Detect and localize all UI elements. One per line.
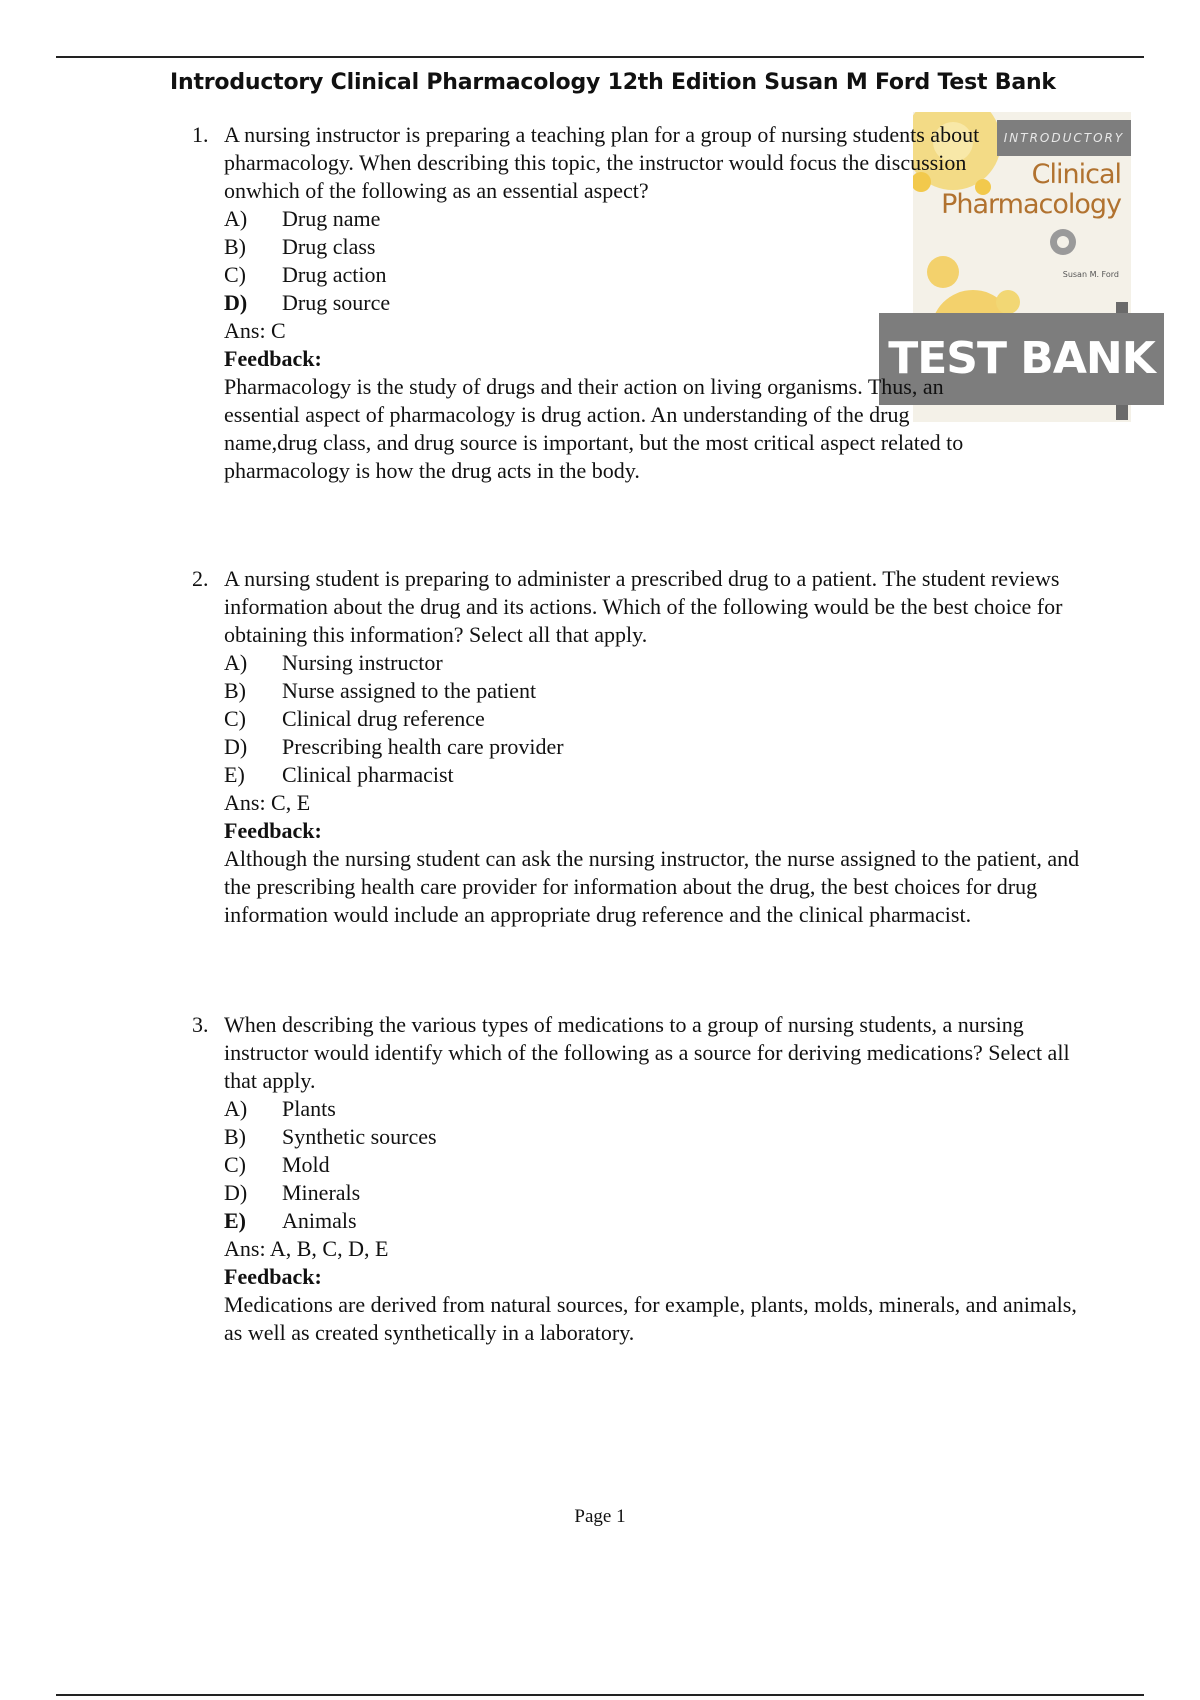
option-c <box>224 705 1092 733</box>
option-text: Prescribing health care provider <box>282 734 564 759</box>
question-number: 3. <box>192 1012 209 1037</box>
option-a <box>224 205 1004 233</box>
option-letter: B) <box>224 1124 246 1149</box>
question-stem: A nursing student is preparing to administer a prescribed drug to a patient. The student reviews information about the drug and its actions. Which of the following would be the best choice for obtaining this information? Select all that apply. <box>224 566 1063 647</box>
option-letter: A) <box>224 1096 248 1121</box>
question-stem: A nursing instructor is preparing a teaching plan for a group of nursing students about pharmacology. When describing this topic, the instructor would focus the discussion onwhich of the following as an essential aspect? <box>224 122 980 203</box>
option-letter: C) <box>224 262 246 287</box>
option-text: Drug action <box>282 262 387 287</box>
option-letter: A) <box>224 650 248 675</box>
feedback-label: Feedback: <box>224 1264 322 1289</box>
option-text: Nursing instructor <box>282 650 443 675</box>
option-letter: C) <box>224 1152 246 1177</box>
option-a <box>224 1095 1092 1123</box>
option-e <box>224 1207 1092 1235</box>
option-letter: D) <box>224 734 248 759</box>
option-letter: A) <box>224 206 248 231</box>
feedback-text: Medications are derived from natural sources, for example, plants, molds, minerals, and animals, as well as created synthetically in a laboratory. <box>224 1292 1077 1345</box>
option-b <box>224 677 1092 705</box>
option-letter: D) <box>224 1180 248 1205</box>
option-text: Minerals <box>282 1180 361 1205</box>
option-text: Mold <box>282 1152 330 1177</box>
option-letter: E) <box>224 762 245 787</box>
option-list <box>224 205 1004 317</box>
option-letter: C) <box>224 706 246 731</box>
option-letter: E) <box>224 1208 246 1233</box>
option-d <box>224 1179 1092 1207</box>
question-2 <box>192 565 1092 929</box>
option-text: Animals <box>282 1208 357 1233</box>
bottom-rule <box>56 1694 1144 1696</box>
feedback-label: Feedback: <box>224 818 322 843</box>
option-text: Drug source <box>282 290 391 315</box>
cover-title-line2: Pharmacology <box>941 189 1121 220</box>
option-letter: B) <box>224 678 246 703</box>
option-text: Synthetic sources <box>282 1124 437 1149</box>
option-d <box>224 733 1092 761</box>
cover-title-line1: Clinical <box>1031 159 1121 190</box>
option-text: Clinical drug reference <box>282 706 485 731</box>
option-a <box>224 649 1092 677</box>
feedback-text: Although the nursing student can ask the nursing instructor, the nurse assigned to the patient, and the prescribing health care provider for information about the drug, the best choices for drug information would include an appropriate drug reference and the clinical pharmacist. <box>224 846 1080 927</box>
question-1 <box>192 121 980 485</box>
option-d <box>224 289 1004 317</box>
option-text: Nurse assigned to the patient <box>282 678 537 703</box>
answer: Ans: A, B, C, D, E <box>224 1236 389 1261</box>
feedback-text: Pharmacology is the study of drugs and their action on living organisms. Thus, an essential aspect of pharmacology is drug action. An understanding of the drug name,drug class, and drug source is important, but the most critical aspect related to pharmacology is how the drug acts in the body. <box>224 374 964 483</box>
answer: Ans: C, E <box>224 790 311 815</box>
document-title: Introductory Clinical Pharmacology 12th Edition Susan M Ford Test Bank <box>170 70 1056 95</box>
question-3 <box>192 1011 1092 1347</box>
top-rule <box>56 56 1144 58</box>
cover-author: Susan M. Ford <box>1062 270 1119 279</box>
option-text: Drug name <box>282 206 381 231</box>
question-number: 1. <box>192 122 209 147</box>
cover-tag: INTRODUCTORY <box>997 120 1131 156</box>
option-text: Clinical pharmacist <box>282 762 454 787</box>
option-b <box>224 1123 1092 1151</box>
option-c <box>224 261 1004 289</box>
answer: Ans: C <box>224 318 286 343</box>
option-e <box>224 761 1092 789</box>
page-number: Page 1 <box>574 1506 626 1527</box>
option-text: Drug class <box>282 234 376 259</box>
feedback-label: Feedback: <box>224 346 322 371</box>
option-letter: D) <box>224 290 248 315</box>
option-text: Plants <box>282 1096 336 1121</box>
option-list <box>224 1095 1092 1235</box>
test-bank-banner: TEST BANK <box>879 313 1164 405</box>
option-b <box>224 233 1004 261</box>
question-number: 2. <box>192 566 209 591</box>
option-list <box>224 649 1092 789</box>
question-stem: When describing the various types of medications to a group of nursing students, a nursing instructor would identify which of the following as a source for deriving medications? Select all that apply. <box>224 1012 1070 1093</box>
option-letter: B) <box>224 234 246 259</box>
option-c <box>224 1151 1092 1179</box>
